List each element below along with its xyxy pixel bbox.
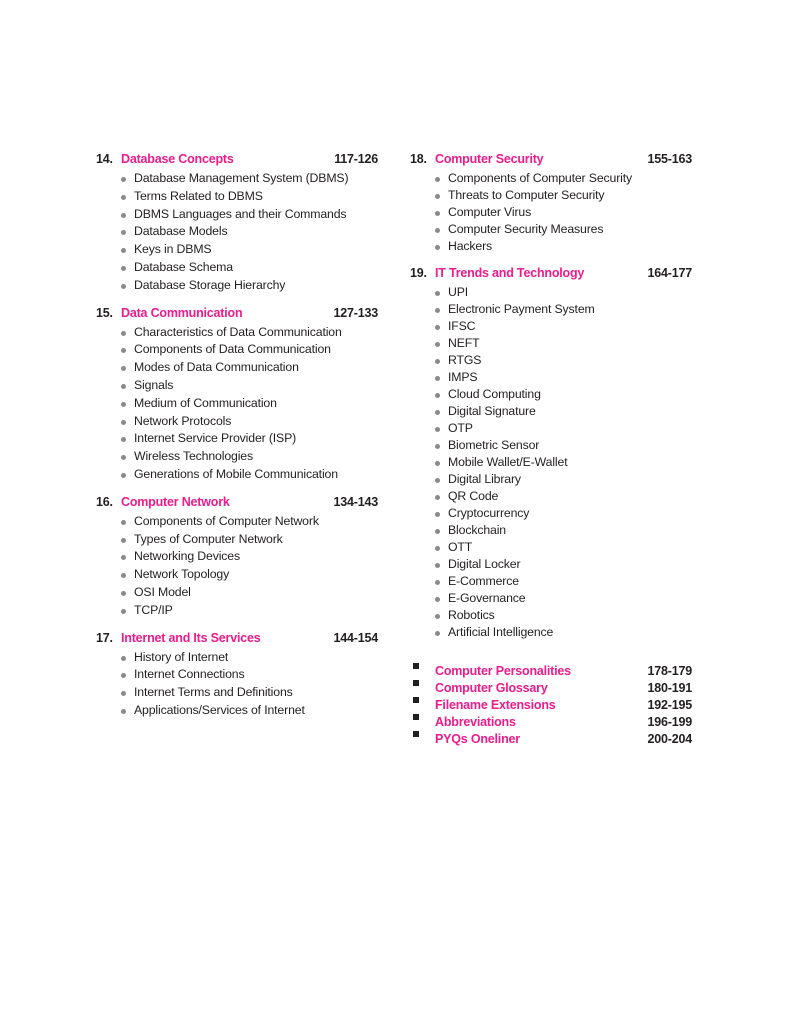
- topic-item: [121, 341, 378, 359]
- topic-item: [435, 369, 692, 386]
- topic-label: Signals: [134, 377, 174, 392]
- topic-label: Hackers: [448, 239, 493, 253]
- chapter-title[interactable]: Computer Security: [435, 152, 544, 166]
- topic-item: [121, 584, 378, 602]
- bullet-icon: [435, 444, 440, 449]
- bullet-icon: [435, 427, 440, 432]
- bullet-icon: [435, 597, 440, 602]
- topic-label: Components of Computer Security: [448, 171, 632, 185]
- topic-item: [435, 352, 692, 369]
- topic-item: [435, 590, 692, 607]
- topic-item: [435, 539, 692, 556]
- topic-label: Electronic Payment System: [448, 302, 595, 316]
- topic-label: Digital Library: [448, 472, 521, 486]
- square-icon: [413, 731, 419, 737]
- chapter-title[interactable]: IT Trends and Technology: [435, 266, 585, 280]
- topic-item: [121, 513, 378, 531]
- bullet-icon: [121, 609, 126, 614]
- topic-label: TCP/IP: [134, 602, 173, 617]
- topic-item: [435, 318, 692, 335]
- topic-item: [121, 684, 378, 702]
- bullet-icon: [435, 291, 440, 296]
- chapter-title[interactable]: Computer Network: [121, 494, 230, 509]
- bullet-icon: [435, 631, 440, 636]
- chapter-section: [96, 152, 378, 295]
- topic-label: Components of Data Communication: [134, 342, 331, 357]
- square-bullet-icon: [410, 726, 435, 743]
- topic-label: Database Management System (DBMS): [134, 171, 349, 185]
- topic-item: [121, 206, 378, 224]
- topic-label: QR Code: [448, 489, 499, 503]
- topic-item: [435, 187, 692, 204]
- bullet-icon: [121, 473, 126, 478]
- chapter-section: [96, 495, 378, 620]
- chapter-number: 16.: [96, 494, 113, 509]
- bullet-icon: [121, 384, 126, 389]
- topic-item: [435, 420, 692, 437]
- topic-item: [435, 488, 692, 505]
- bullet-icon: [435, 563, 440, 568]
- bullet-icon: [121, 284, 126, 289]
- topic-label: Database Schema: [134, 259, 233, 274]
- topic-item: [435, 624, 692, 641]
- topic-label: RTGS: [448, 353, 482, 367]
- topic-item: [121, 413, 378, 431]
- chapter-pages: 144-154: [333, 630, 378, 645]
- chapter-number: 19.: [410, 266, 427, 280]
- topic-label: Internet Terms and Definitions: [134, 685, 293, 700]
- appendix-pages: 180-191: [647, 681, 692, 695]
- appendix-title[interactable]: Abbreviations: [435, 715, 516, 729]
- bullet-icon: [435, 194, 440, 199]
- topic-label: DBMS Languages and their Commands: [134, 206, 347, 221]
- bullet-icon: [121, 709, 126, 714]
- topic-label: Types of Computer Network: [134, 531, 283, 546]
- appendix-title[interactable]: Computer Glossary: [435, 681, 548, 695]
- chapter-heading[interactable]: [410, 152, 692, 170]
- topic-item: [121, 377, 378, 395]
- topic-label: OSI Model: [134, 584, 191, 599]
- appendix-title[interactable]: PYQs Oneliner: [435, 732, 520, 746]
- bullet-icon: [121, 248, 126, 253]
- square-bullet-icon: [410, 709, 435, 726]
- square-icon: [413, 697, 419, 703]
- chapter-heading[interactable]: [410, 266, 692, 284]
- topic-label: Artificial Intelligence: [448, 625, 554, 639]
- topic-item: [121, 359, 378, 377]
- bullet-icon: [435, 495, 440, 500]
- topic-label: E-Commerce: [448, 574, 519, 588]
- chapter-number: 14.: [96, 152, 113, 166]
- topic-item: [435, 471, 692, 488]
- topic-list: [96, 170, 378, 295]
- bullet-icon: [435, 342, 440, 347]
- topic-item: [435, 607, 692, 624]
- topic-list: [410, 170, 692, 255]
- topic-label: Computer Security Measures: [448, 222, 604, 236]
- appendix-title[interactable]: Filename Extensions: [435, 698, 556, 712]
- chapter-section: [96, 306, 378, 484]
- bullet-icon: [435, 512, 440, 517]
- topic-item: [121, 649, 378, 667]
- bullet-icon: [435, 393, 440, 398]
- topic-list: [96, 324, 378, 484]
- square-bullet-icon: [410, 658, 435, 675]
- topic-item: [121, 702, 378, 720]
- topic-label: Internet Service Provider (ISP): [134, 431, 297, 446]
- topic-label: E-Governance: [448, 591, 526, 605]
- appendix-entry[interactable]: [410, 658, 692, 678]
- topic-item: [121, 223, 378, 241]
- bullet-icon: [435, 228, 440, 233]
- bullet-icon: [121, 538, 126, 543]
- topic-item: [121, 324, 378, 342]
- topic-label: Medium of Communication: [134, 395, 277, 410]
- topic-item: [435, 437, 692, 454]
- chapter-pages: 134-143: [333, 494, 378, 509]
- square-icon: [413, 680, 419, 686]
- bullet-icon: [121, 420, 126, 425]
- bullet-icon: [435, 614, 440, 619]
- chapter-pages: 164-177: [647, 266, 692, 280]
- topic-label: Robotics: [448, 608, 495, 622]
- topic-label: IMPS: [448, 370, 478, 384]
- topic-item: [121, 448, 378, 466]
- topic-label: Cryptocurrency: [448, 506, 530, 520]
- bullet-icon: [435, 478, 440, 483]
- topic-label: History of Internet: [134, 649, 229, 664]
- bullet-icon: [121, 691, 126, 696]
- bullet-icon: [121, 230, 126, 235]
- topic-label: Mobile Wallet/E-Wallet: [448, 455, 568, 469]
- chapter-section: [410, 152, 692, 255]
- chapter-pages: 127-133: [333, 305, 378, 320]
- chapter-section: [96, 631, 378, 720]
- bullet-icon: [121, 366, 126, 371]
- bullet-icon: [435, 546, 440, 551]
- topic-label: Threats to Computer Security: [448, 188, 605, 202]
- topic-label: OTT: [448, 540, 473, 554]
- chapter-number: 15.: [96, 305, 113, 320]
- bullet-icon: [435, 177, 440, 182]
- topic-label: Database Storage Hierarchy: [134, 277, 286, 292]
- topic-item: [435, 301, 692, 318]
- bullet-icon: [121, 348, 126, 353]
- topic-label: Digital Signature: [448, 404, 536, 418]
- chapter-heading[interactable]: [96, 306, 378, 324]
- topic-label: Generations of Mobile Communication: [134, 466, 338, 481]
- topic-label: Wireless Technologies: [134, 449, 253, 464]
- bullet-icon: [121, 555, 126, 560]
- bullet-icon: [121, 177, 126, 182]
- chapter-title[interactable]: Database Concepts: [121, 152, 234, 166]
- bullet-icon: [121, 673, 126, 678]
- appendix-list: [410, 658, 692, 746]
- bullet-icon: [435, 245, 440, 250]
- appendix-pages: 196-199: [647, 715, 692, 729]
- bullet-icon: [435, 359, 440, 364]
- chapter-heading[interactable]: [96, 495, 378, 513]
- topic-item: [435, 556, 692, 573]
- appendix-pages: 178-179: [647, 664, 692, 678]
- topic-label: Keys in DBMS: [134, 242, 212, 257]
- appendix-title[interactable]: Computer Personalities: [435, 664, 571, 678]
- topic-label: Database Models: [134, 224, 228, 239]
- topic-item: [121, 170, 378, 188]
- bullet-icon: [121, 520, 126, 525]
- topic-label: Applications/Services of Internet: [134, 702, 305, 717]
- chapter-heading[interactable]: [96, 152, 378, 170]
- topic-label: Components of Computer Network: [134, 513, 319, 528]
- bullet-icon: [121, 266, 126, 271]
- topic-item: [435, 284, 692, 301]
- topic-label: Biometric Sensor: [448, 438, 540, 452]
- square-icon: [413, 663, 419, 669]
- bullet-icon: [435, 410, 440, 415]
- topic-item: [121, 548, 378, 566]
- topic-item: [435, 335, 692, 352]
- topic-item: [435, 221, 692, 238]
- chapter-title[interactable]: Data Communication: [121, 305, 243, 320]
- topic-label: Internet Connections: [134, 667, 245, 682]
- chapter-number: 17.: [96, 630, 113, 645]
- topic-label: NEFT: [448, 336, 480, 350]
- topic-label: Modes of Data Communication: [134, 360, 299, 375]
- topic-item: [121, 241, 378, 259]
- bullet-icon: [121, 213, 126, 218]
- bullet-icon: [435, 211, 440, 216]
- toc-left-column: [96, 152, 378, 720]
- topic-item: [435, 204, 692, 221]
- square-bullet-icon: [410, 692, 435, 709]
- topic-label: IFSC: [448, 319, 476, 333]
- appendix-pages: 192-195: [647, 698, 692, 712]
- bullet-icon: [121, 591, 126, 596]
- bullet-icon: [435, 461, 440, 466]
- topic-item: [121, 259, 378, 277]
- topic-label: Network Protocols: [134, 413, 232, 428]
- bullet-icon: [435, 308, 440, 313]
- topic-item: [121, 566, 378, 584]
- topic-label: OTP: [448, 421, 473, 435]
- topic-label: Blockchain: [448, 523, 506, 537]
- topic-item: [435, 522, 692, 539]
- bullet-icon: [121, 331, 126, 336]
- topic-label: Terms Related to DBMS: [134, 188, 263, 203]
- topic-item: [435, 238, 692, 255]
- bullet-icon: [121, 437, 126, 442]
- chapter-pages: 117-126: [334, 152, 378, 166]
- topic-label: UPI: [448, 285, 469, 299]
- bullet-icon: [435, 580, 440, 585]
- bullet-icon: [435, 376, 440, 381]
- topic-label: Networking Devices: [134, 549, 240, 564]
- right-chapters: [410, 152, 692, 641]
- topic-item: [121, 666, 378, 684]
- topic-label: Characteristics of Data Communication: [134, 324, 342, 339]
- bullet-icon: [121, 573, 126, 578]
- toc-right-column: [410, 152, 692, 746]
- topic-item: [435, 170, 692, 187]
- topic-label: Network Topology: [134, 567, 230, 582]
- topic-item: [121, 430, 378, 448]
- topic-list: [96, 649, 378, 720]
- bullet-icon: [121, 455, 126, 460]
- appendix-pages: 200-204: [647, 732, 692, 746]
- bullet-icon: [121, 195, 126, 200]
- topic-item: [121, 395, 378, 413]
- chapter-title[interactable]: Internet and Its Services: [121, 630, 261, 645]
- topic-label: Cloud Computing: [448, 387, 541, 401]
- topic-item: [121, 466, 378, 484]
- topic-label: Computer Virus: [448, 205, 532, 219]
- topic-item: [435, 505, 692, 522]
- bullet-icon: [435, 325, 440, 330]
- bullet-icon: [435, 529, 440, 534]
- bullet-icon: [121, 402, 126, 407]
- topic-item: [435, 403, 692, 420]
- topic-item: [435, 454, 692, 471]
- chapter-pages: 155-163: [647, 152, 692, 166]
- topic-item: [435, 386, 692, 403]
- topic-list: [410, 284, 692, 641]
- chapter-heading[interactable]: [96, 631, 378, 649]
- chapter-number: 18.: [410, 152, 427, 166]
- square-bullet-icon: [410, 675, 435, 692]
- bullet-icon: [121, 656, 126, 661]
- topic-list: [96, 513, 378, 620]
- topic-item: [435, 573, 692, 590]
- topic-item: [121, 602, 378, 620]
- topic-item: [121, 531, 378, 549]
- topic-item: [121, 188, 378, 206]
- square-icon: [413, 714, 419, 720]
- topic-item: [121, 277, 378, 295]
- chapter-section: [410, 266, 692, 641]
- topic-label: Digital Locker: [448, 557, 521, 571]
